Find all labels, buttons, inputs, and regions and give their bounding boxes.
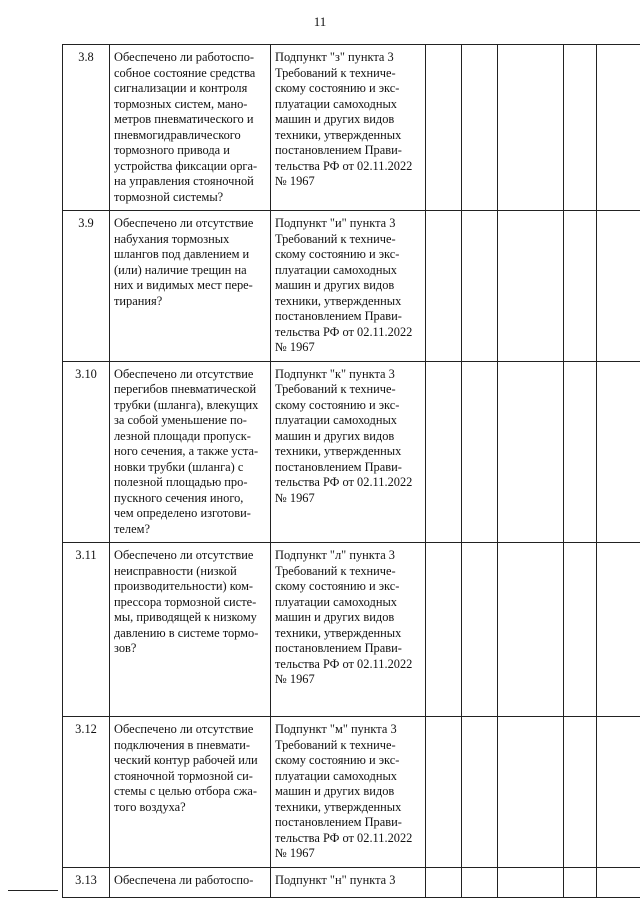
answer-no-cell[interactable] <box>462 717 498 868</box>
reference-text: Подпункт "и" пункта 3 Требований к техниче- скому состоянию и экс- плуатации самоходных машин и других видов техники, утвержденных постановлением Прави- тельства РФ от 02.11.2022 № 1967 <box>275 216 413 354</box>
question-text: Обеспечено ли отсутствие набухания тормозных шлангов под давлением и (или) наличие трещин на них и видимых мест пере- тирания? <box>114 216 254 308</box>
row-number: 3.10 <box>75 366 97 381</box>
row-number-cell <box>63 717 110 868</box>
answer-no-cell[interactable] <box>462 867 498 897</box>
row-number-cell <box>63 867 110 897</box>
answer-yes-cell[interactable] <box>426 543 462 717</box>
row-number-cell <box>63 543 110 717</box>
reference-text: Подпункт "к" пункта 3 Требований к техниче- скому состоянию и экс- плуатации самоходных машин и других видов техники, утвержденных постановлением Прави- тельства РФ от 02.11.2022 № 1967 <box>275 366 413 505</box>
row-number-cell <box>63 211 110 362</box>
table-row <box>63 211 640 362</box>
question-text: Обеспечено ли отсутствие неисправности (низкой производительности) ком- прессора тормозной систе- мы, приводящей к низкому давлению в системе тормо- зов? <box>114 548 259 655</box>
question-cell <box>110 543 271 717</box>
reference-text: Подпункт "м" пункта 3 Требований к техниче- скому состоянию и экс- плуатации самоходных машин и других видов техники, утвержденных постановлением Прави- тельства РФ от 02.11.2022 № 1967 <box>275 722 413 860</box>
answer-extra-cell[interactable] <box>564 211 597 362</box>
answer-no-cell[interactable] <box>462 543 498 717</box>
reference-cell <box>271 543 426 717</box>
answer-extra-cell[interactable] <box>564 717 597 868</box>
answer-na-cell[interactable] <box>498 211 564 362</box>
table-row <box>63 717 640 868</box>
answer-extra-cell[interactable] <box>564 361 597 543</box>
note-cell[interactable] <box>597 867 640 897</box>
answer-yes-cell[interactable] <box>426 867 462 897</box>
answer-na-cell[interactable] <box>498 867 564 897</box>
question-text: Обеспечено ли отсутствие перегибов пневматической трубки (шланга), влекущих за собой уменьшение по- лезной площади пропуск- ного сечения, а также уста- новки трубки (шланга) с полезной площадью про- пускного сечения иного, чем определено изготови- телем? <box>114 366 259 536</box>
page-number: 11 <box>313 14 327 29</box>
reference-cell <box>271 717 426 868</box>
question-text: Обеспечено ли отсутствие подключения в пневмати- ческий контур рабочей или стояночной тормозной си- стемы с целью отбора сжа- того воздуха? <box>114 722 258 814</box>
reference-cell <box>271 45 426 211</box>
question-cell <box>110 211 271 362</box>
answer-na-cell[interactable] <box>498 717 564 868</box>
answer-na-cell[interactable] <box>498 45 564 211</box>
note-cell[interactable] <box>597 717 640 868</box>
row-number: 3.8 <box>78 50 94 64</box>
row-number: 3.11 <box>75 548 97 562</box>
row-number: 3.12 <box>75 722 97 736</box>
question-text: Обеспечена ли работоспо- <box>114 872 254 887</box>
row-number: 3.13 <box>75 872 97 887</box>
table-row <box>63 543 640 717</box>
reference-text: Подпункт "л" пункта 3 Требований к техниче- скому состоянию и экс- плуатации самоходных машин и других видов техники, утвержденных постановлением Прави- тельства РФ от 02.11.2022 № 1967 <box>275 548 413 686</box>
table-row <box>63 45 640 211</box>
question-text: Обеспечено ли работоспо- собное состояние средства сигнализации и контроля тормозных систем, мано- метров пневматического и пневмогидравлического тормозного привода и устройства фиксации орга- на управления стояночной тормозной системы? <box>114 50 258 204</box>
note-cell[interactable] <box>597 543 640 717</box>
row-number: 3.9 <box>78 216 94 230</box>
row-number-cell <box>63 45 110 211</box>
note-cell[interactable] <box>597 45 640 211</box>
answer-na-cell[interactable] <box>498 361 564 543</box>
answer-yes-cell[interactable] <box>426 361 462 543</box>
table-row <box>63 361 640 543</box>
note-cell[interactable] <box>597 361 640 543</box>
answer-no-cell[interactable] <box>462 361 498 543</box>
row-number-cell <box>63 361 110 543</box>
footnote-separator <box>8 890 58 891</box>
table-row <box>63 867 640 897</box>
answer-extra-cell[interactable] <box>564 543 597 717</box>
note-cell[interactable] <box>597 211 640 362</box>
question-cell <box>110 867 271 897</box>
question-cell <box>110 45 271 211</box>
reference-text: Подпункт "н" пункта 3 <box>275 872 396 887</box>
answer-yes-cell[interactable] <box>426 45 462 211</box>
reference-cell <box>271 361 426 543</box>
answer-yes-cell[interactable] <box>426 211 462 362</box>
checklist-table <box>62 44 640 898</box>
question-cell <box>110 717 271 868</box>
question-cell <box>110 361 271 543</box>
answer-extra-cell[interactable] <box>564 45 597 211</box>
reference-text: Подпункт "з" пункта 3 Требований к техниче- скому состоянию и экс- плуатации самоходных машин и других видов техники, утвержденных постановлением Прави- тельства РФ от 02.11.2022 № 1967 <box>275 50 413 188</box>
answer-no-cell[interactable] <box>462 45 498 211</box>
answer-yes-cell[interactable] <box>426 717 462 868</box>
answer-extra-cell[interactable] <box>564 867 597 897</box>
answer-no-cell[interactable] <box>462 211 498 362</box>
reference-cell <box>271 211 426 362</box>
reference-cell <box>271 867 426 897</box>
answer-na-cell[interactable] <box>498 543 564 717</box>
